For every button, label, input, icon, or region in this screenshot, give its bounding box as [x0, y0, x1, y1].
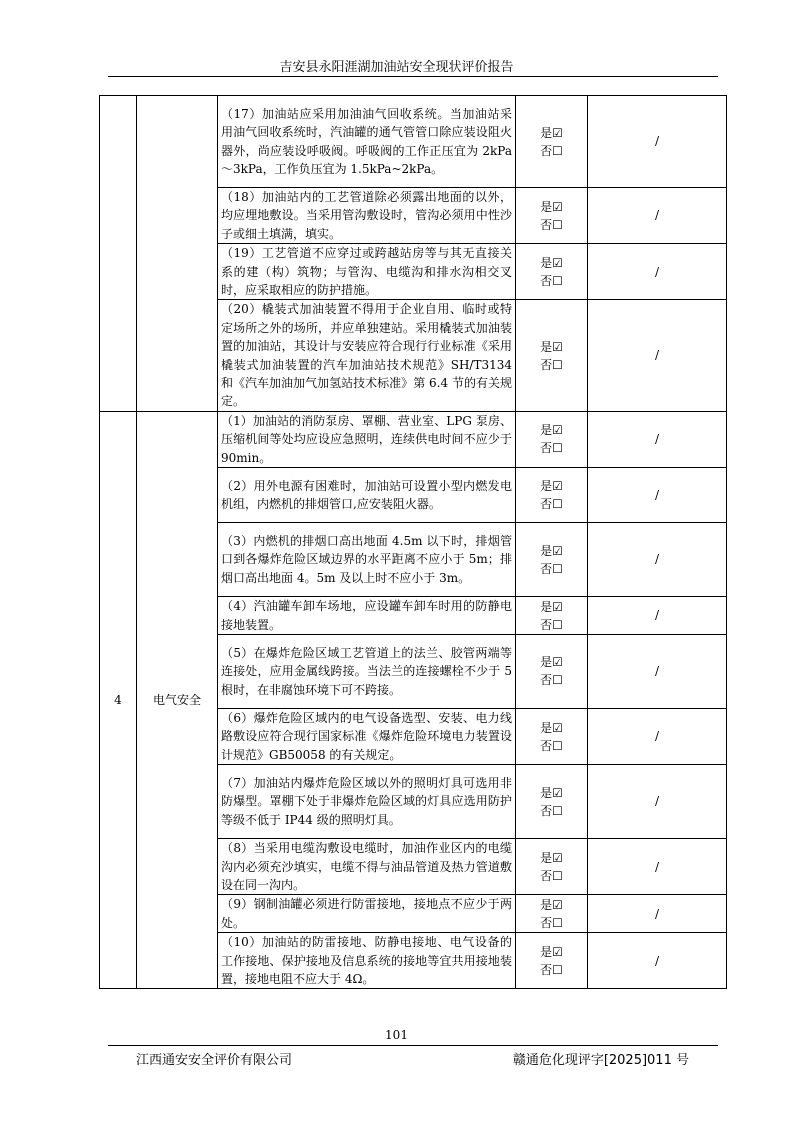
check-item-content: （20）橇装式加油装置不得用于企业自用、临时或特定场所之外的场所，并应单独建站。采用橇装式加油装置的加油站，其设计与安装应符合现行行业标准《采用橇装式加油装置的汽车加油站技术规范》SH/T3134 和《汽车加油加气加氢站技术标准》第 6.4 节的有关规定。 [218, 300, 516, 411]
check-item-content: （7）加油站内爆炸危险区域以外的照明灯具可选用非防爆型。罩棚下处于非爆炸危险区域的灯具应选用防护等级不低于 IP44 级的照明灯具。 [218, 765, 516, 839]
section-name: 电气安全 [137, 411, 218, 989]
no-option: 否☐ [540, 273, 563, 288]
remark-cell: / [588, 468, 727, 523]
check-result [516, 188, 588, 244]
page-header-title: 吉安县永阳涯湖加油站安全现状评价报告 [279, 60, 514, 75]
remark-cell: / [588, 933, 727, 989]
yes-checked-option: 是☑ [540, 599, 563, 614]
check-result [516, 895, 588, 933]
remark-cell: / [588, 597, 727, 635]
check-result [516, 244, 588, 300]
remark-cell: / [588, 708, 727, 764]
check-item-content: （4）汽油罐车卸车场地，应设罐车卸车时用的防静电接地装置。 [218, 597, 516, 635]
page-number: 101 [385, 1028, 408, 1042]
no-option: 否☐ [540, 497, 563, 512]
yes-checked-option: 是☑ [540, 125, 563, 140]
no-option: 否☐ [540, 868, 563, 883]
remark-cell: / [588, 523, 727, 597]
check-item-content: （5）在爆炸危险区域工艺管道上的法兰、胶管两端等连接处，应用金属线跨接。当法兰的连接螺栓不少于 5 根时，在非腐蚀环境下可不跨接。 [218, 634, 516, 708]
no-option: 否☐ [540, 617, 563, 632]
check-result [516, 933, 588, 989]
check-result [516, 708, 588, 764]
no-option: 否☐ [540, 561, 563, 576]
yes-checked-option: 是☑ [540, 720, 563, 735]
table-row [100, 96, 727, 188]
section-number-cell-prev [100, 96, 137, 412]
remark-cell: / [588, 411, 727, 467]
check-result [516, 634, 588, 708]
yes-checked-option: 是☑ [540, 423, 563, 438]
check-item-content: （2）用外电源有困难时，加油站可设置小型内燃发电机组，内燃机的排烟管口,应安装阻火器。 [218, 468, 516, 523]
yes-checked-option: 是☑ [540, 850, 563, 865]
check-item-content: （10）加油站的防雷接地、防静电接地、电气设备的工作接地、保护接地及信息系统的接地等宜共用接地装置，接地电阻不应大于 4Ω。 [218, 933, 516, 989]
yes-checked-option: 是☑ [540, 897, 563, 912]
yes-checked-option: 是☑ [540, 944, 563, 959]
check-result [516, 839, 588, 895]
footer-company: 江西通安安全评价有限公司 [136, 1053, 293, 1068]
no-option: 否☐ [540, 673, 563, 688]
check-item-content: （18）加油站内的工艺管道除必须露出地面的以外，均应埋地敷设。当采用管沟敷设时，管沟必须用中性沙子或细土填满，填实。 [218, 188, 516, 244]
yes-checked-option: 是☑ [540, 479, 563, 494]
footer-divider [108, 1045, 718, 1046]
check-result [516, 96, 588, 188]
section-name-cell-prev [137, 96, 218, 412]
check-item-content: （3）内燃机的排烟口高出地面 4.5m 以下时，排烟管口到各爆炸危险区域边界的水平距离不应小于 5m；排烟口高出地面 4。5m 及以上时不应小于 3m。 [218, 523, 516, 597]
evaluation-table [99, 95, 727, 989]
remark-cell: / [588, 244, 727, 300]
check-item-content: （9）钢制油罐必须进行防雷接地，接地点不应少于两处。 [218, 895, 516, 933]
no-option: 否☐ [540, 357, 563, 372]
yes-checked-option: 是☑ [540, 785, 563, 800]
check-item-content: （17）加油站应采用加油油气回收系统。当加油站采用油气回收系统时，汽油罐的通气管管口除应装设阻火器外，尚应装设呼吸阀。呼吸阀的工作正压宜为 2kPa～3kPa，工作负压宜为 1.5kPa~2kPa。 [218, 96, 516, 188]
yes-checked-option: 是☑ [540, 199, 563, 214]
no-option: 否☐ [540, 143, 563, 158]
yes-checked-option: 是☑ [540, 655, 563, 670]
no-option: 否☐ [540, 217, 563, 232]
no-option: 否☐ [540, 962, 563, 977]
remark-cell: / [588, 300, 727, 411]
yes-checked-option: 是☑ [540, 339, 563, 354]
yes-checked-option: 是☑ [540, 543, 563, 558]
check-item-content: （1）加油站的消防泵房、罩棚、营业室、LPG 泵房、压缩机间等处均应设应急照明，连续供电时间不应少于 90min。 [218, 411, 516, 467]
remark-cell: / [588, 96, 727, 188]
check-result [516, 523, 588, 597]
check-result [516, 468, 588, 523]
header-divider [108, 76, 718, 77]
check-result [516, 765, 588, 839]
no-option: 否☐ [540, 738, 563, 753]
no-option: 否☐ [540, 915, 563, 930]
yes-checked-option: 是☑ [540, 255, 563, 270]
check-result [516, 597, 588, 635]
check-item-content: （8）当采用电缆沟敷设电缆时，加油作业区内的电缆沟内必须充沙填实，电缆不得与油品管道及热力管道敷设在同一沟内。 [218, 839, 516, 895]
footer-doc-code: 赣通危化现评字[2025]011 号 [512, 1053, 689, 1068]
check-item-content: （6）爆炸危险区域内的电气设备选型、安装、电力线路敷设应符合现行国家标准《爆炸危险环境电力装置设计规范》GB50058 的有关规定。 [218, 708, 516, 764]
table-row [100, 411, 727, 467]
remark-cell: / [588, 839, 727, 895]
check-result [516, 300, 588, 411]
remark-cell: / [588, 188, 727, 244]
remark-cell: / [588, 634, 727, 708]
remark-cell: / [588, 765, 727, 839]
section-number: 4 [100, 411, 137, 989]
no-option: 否☐ [540, 803, 563, 818]
no-option: 否☐ [540, 441, 563, 456]
check-result [516, 411, 588, 467]
check-item-content: （19）工艺管道不应穿过或跨越站房等与其无直接关系的建（构）筑物；与管沟、电缆沟和排水沟相交叉时，应采取相应的防护措施。 [218, 244, 516, 300]
remark-cell: / [588, 895, 727, 933]
